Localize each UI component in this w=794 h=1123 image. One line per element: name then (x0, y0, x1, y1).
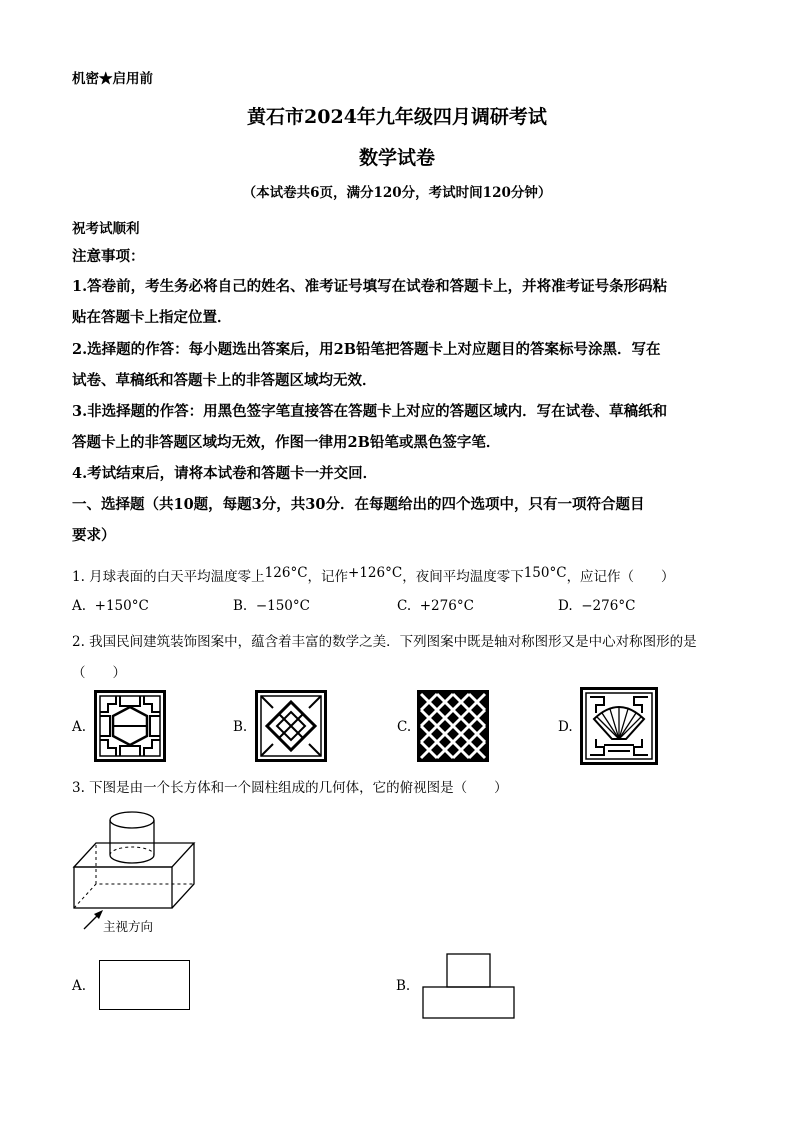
exam-title: 黄石市2024年九年级四月调研考试 (247, 106, 547, 128)
notice-3-line-2: 答题卡上的非答题区域均无效，作图一律用2B铅笔或黑色签字笔． (72, 434, 501, 451)
question-3-option-a-label[interactable]: A. (72, 978, 87, 994)
question-2-option-a-label[interactable]: A. (72, 719, 87, 735)
question-3-stem: 3. 下图是由一个长方体和一个圆柱组成的几何体，它的俯视图是（ ） (72, 780, 508, 796)
pattern-d-image[interactable] (580, 687, 658, 765)
question-2-option-b-label[interactable]: B. (233, 719, 248, 735)
question-1-option-d[interactable]: D. −276°C (558, 598, 636, 614)
option-b-top-view-shape[interactable] (422, 953, 516, 1019)
exam-note: （本试卷共6页，满分120分，考试时间120分钟） (242, 185, 552, 201)
notice-3-line-1: 3.非选择题的作答：用黑色签字笔直接答在答题卡上对应的答题区域内．写在试卷、草稿纸和 (72, 403, 668, 420)
notice-2-line-2: 试卷、草稿纸和答题卡上的非答题区域均无效． (72, 372, 377, 389)
question-2-option-d-label[interactable]: D. (558, 719, 573, 735)
notice-4: 4.考试结束后，请将本试卷和答题卡一并交回． (72, 465, 378, 482)
confidential-mark: 机密★启用前 (72, 71, 153, 87)
question-2-stem-line-1: 2. 我国民间建筑装饰图案中，蕴含着丰富的数学之美．下列图案中既是轴对称图形又是中心对称图形的是 (72, 634, 697, 650)
question-1-stem: 1. 月球表面的白天平均温度零上126°C，记作+126°C，夜间平均温度零下150°C，应记作（ ） (72, 565, 675, 585)
solid-figure-image (70, 805, 200, 935)
question-1-option-c[interactable]: C. +276°C (397, 598, 474, 614)
notice-title: 注意事项： (72, 248, 145, 265)
question-3-option-b-label[interactable]: B. (396, 978, 411, 994)
question-1-option-a[interactable]: A. +150°C (72, 598, 149, 614)
good-luck-text: 祝考试顺利 (72, 221, 140, 237)
question-1-option-b[interactable]: B. −150°C (233, 598, 310, 614)
option-a-top-view-rectangle[interactable] (99, 960, 190, 1010)
section-heading-line-1: 一、选择题（共10题，每题3分，共30分．在每题给出的四个选项中，只有一项符合题目 (72, 496, 645, 513)
pattern-c-image[interactable] (417, 690, 489, 762)
notice-1-line-1: 1.答卷前，考生务必将自己的姓名、准考证号填写在试卷和答题卡上，并将准考证号条形码粘 (72, 278, 668, 295)
section-heading-line-2: 要求） (72, 527, 116, 544)
notice-1-line-2: 贴在答题卡上指定位置． (72, 309, 232, 326)
notice-2-line-1: 2.选择题的作答：每小题选出答案后，用2B铅笔把答题卡上对应题目的答案标号涂黑．写在 (72, 341, 661, 358)
question-2-option-c-label[interactable]: C. (397, 719, 412, 735)
exam-subject: 数学试卷 (358, 147, 435, 169)
question-2-stem-line-2: （ ） (72, 665, 126, 681)
pattern-a-image[interactable] (94, 690, 166, 762)
pattern-b-image[interactable] (255, 690, 327, 762)
front-view-direction-label: 主视方向 (103, 919, 154, 934)
